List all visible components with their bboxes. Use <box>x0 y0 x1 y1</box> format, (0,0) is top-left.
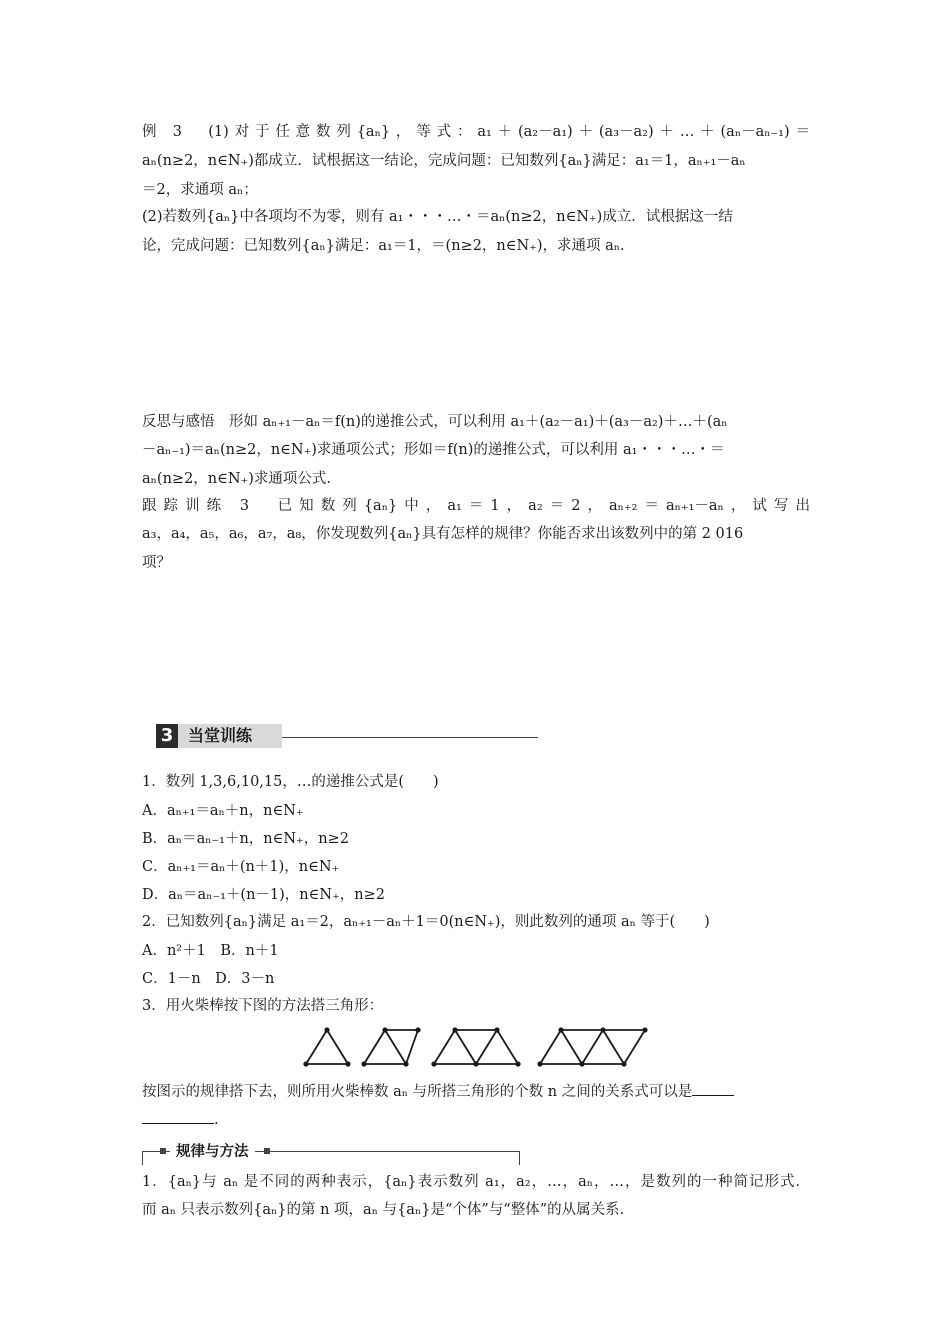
q1-option-c: C．aₙ₊₁＝aₙ＋(n＋1)，n∈N₊ <box>142 859 340 875</box>
q3-blank-line <box>142 1108 810 1130</box>
rules-header-right-cap <box>519 1151 520 1165</box>
answer-blank-2[interactable] <box>142 1108 214 1124</box>
rules-header <box>142 1142 520 1164</box>
q3-stem: 3．用火柴棒按下图的方法搭三角形： <box>142 998 384 1014</box>
q2-options-cd: C．1－n D．3－n <box>142 971 275 987</box>
rules-header-label: 规律与方法 <box>170 1142 255 1162</box>
example3-line-3: ＝2，求通项 aₙ； <box>142 182 258 198</box>
reflection-line-2: －aₙ₋₁)＝aₙ(n≥2，n∈N₊)求通项公式；形如＝f(n)的递推公式，可以利用 a₁・・・…・＝ <box>142 442 725 458</box>
section-header <box>156 724 538 750</box>
example3-line-4: (2)若数列{aₙ}中各项均不为零，则有 a₁・・・…・＝aₙ(n≥2，n∈N₊)成立．试根据这一结 <box>142 209 733 225</box>
q1-option-b: B．aₙ＝aₙ₋₁＋n，n∈N₊，n≥2 <box>142 831 349 847</box>
example3-line-2: aₙ(n≥2，n∈N₊)都成立．试根据这一结论，完成问题：已知数列{aₙ}满足：a₁＝1，aₙ₊₁－aₙ <box>142 153 746 169</box>
rules-line-1: 1．{aₙ}与 aₙ 是不同的两种表示，{aₙ}表示数列 a₁，a₂，…，aₙ，…，是数列的一种简记形式． <box>142 1174 810 1190</box>
q1-stem: 1．数列 1,3,6,10,15，…的递推公式是( ) <box>142 774 439 790</box>
q2-stem: 2．已知数列{aₙ}满足 a₁＝2，aₙ₊₁－aₙ＋1＝0(n∈N₊)，则此数列的通项 aₙ 等于( ) <box>142 914 710 930</box>
reflection-line-1: 反思与感悟 形如 aₙ₊₁－aₙ＝f(n)的递推公式，可以利用 a₁＋(a₂－a₁)＋(a₃－a₂)＋…＋(aₙ <box>142 414 728 430</box>
section-title: 当堂训练 <box>178 724 282 748</box>
example3-line-5: 论，完成问题：已知数列{aₙ}满足：a₁＝1，＝(n≥2，n∈N₊)，求通项 aₙ. <box>142 238 625 254</box>
q3-end: . <box>214 1112 219 1128</box>
section-rule <box>282 737 538 738</box>
section-number: 3 <box>156 724 178 748</box>
q3-question-line <box>142 1080 810 1102</box>
practice3-line-3: 项？ <box>142 555 171 571</box>
q3-question-text: 按图示的规律搭下去，则所用火柴棒数 aₙ 与所搭三角形的个数 n 之间的关系式可以是 <box>142 1084 693 1100</box>
practice3-line-2: a₃，a₄，a₅，a₆，a₇，a₈，你发现数列{aₙ}具有怎样的规律？你能否求出该数列中的第 2 016 <box>142 526 744 542</box>
rules-header-left-cap <box>142 1151 143 1165</box>
matchstick-triangles-figure <box>296 1022 656 1072</box>
q1-option-d: D．aₙ＝aₙ₋₁＋(n－1)，n∈N₊，n≥2 <box>142 887 385 903</box>
q1-option-a: A．aₙ₊₁＝aₙ＋n，n∈N₊ <box>142 803 304 819</box>
q2-options-ab: A．n²＋1 B．n＋1 <box>142 943 279 959</box>
rules-line-2: 而 aₙ 只表示数列{aₙ}的第 n 项，aₙ 与{aₙ}是“个体”与“整体”的从属关系. <box>142 1202 625 1218</box>
practice3-line-1: 跟踪训练 3 已知数列{aₙ}中，a₁＝1，a₂＝2，aₙ₊₂＝aₙ₊₁－aₙ，试写出 <box>142 498 810 514</box>
rules-header-square-right <box>264 1148 270 1154</box>
answer-blank-1[interactable] <box>692 1080 734 1096</box>
example3-line-1: 例 3 (1)对于任意数列{aₙ}，等式：a₁＋(a₂－a₁)＋(a₃－a₂)＋…＋(aₙ－aₙ₋₁)＝ <box>142 124 810 140</box>
reflection-line-3: aₙ(n≥2，n∈N₊)求通项公式. <box>142 471 331 487</box>
rules-header-square-left <box>160 1148 166 1154</box>
